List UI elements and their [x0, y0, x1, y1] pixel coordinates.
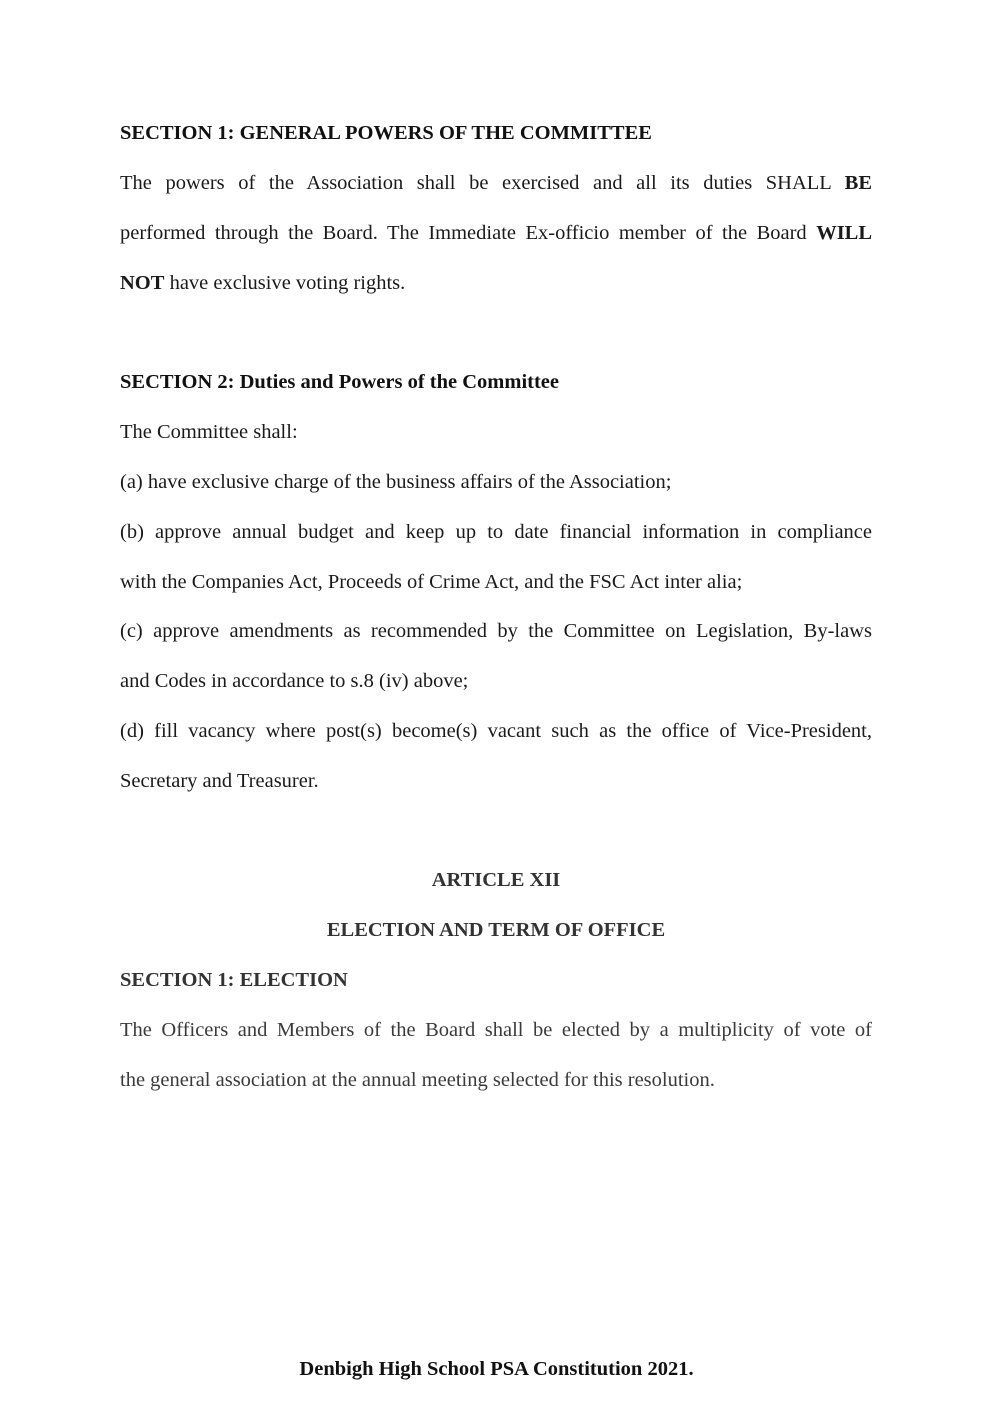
- section-2-item-c-line-1: (c) approve amendments as recommended by the Committee on Legislation, By-laws: [120, 620, 872, 642]
- section-2-heading: SECTION 2: Duties and Powers of the Committee: [120, 371, 559, 393]
- section-2-item-b-line-1: (b) approve annual budget and keep up to date financial information in compliance: [120, 521, 872, 543]
- section-1-line-3-bold: NOT: [120, 272, 165, 294]
- section-2-item-d-line-2: Secretary and Treasurer.: [120, 770, 319, 792]
- article-section-1-heading: SECTION 1: ELECTION: [120, 969, 348, 991]
- section-2-item-a: (a) have exclusive charge of the business affairs of the Association;: [120, 471, 672, 493]
- section-2-intro: The Committee shall:: [120, 421, 298, 443]
- section-1-line-2-bold: WILL: [816, 222, 873, 244]
- article-number: ARTICLE XII: [431, 869, 561, 891]
- section-1-line-1-text: The powers of the Association shall be exercised and all its duties SHALL: [120, 172, 832, 194]
- article-section-1-line-2: the general association at the annual meeting selected for this resolution.: [120, 1069, 715, 1091]
- section-1-line-1-bold: BE: [844, 172, 873, 194]
- section-1-heading: SECTION 1: GENERAL POWERS OF THE COMMITTEE: [120, 122, 652, 144]
- section-1-paragraph-line-1: [120, 171, 872, 195]
- page-footer: Denbigh High School PSA Constitution 2021.: [299, 1358, 694, 1380]
- article-title: ELECTION AND TERM OF OFFICE: [326, 919, 666, 941]
- section-1-paragraph-line-2: [120, 221, 872, 245]
- section-2-item-b-line-2: with the Companies Act, Proceeds of Crime Act, and the FSC Act inter alia;: [120, 571, 743, 593]
- section-2-item-d-line-1: (d) fill vacancy where post(s) become(s) vacant such as the office of Vice-President,: [120, 720, 872, 742]
- section-1-line-2-text: performed through the Board. The Immediate Ex-officio member of the Board: [120, 222, 807, 244]
- section-1-line-3-text: have exclusive voting rights.: [169, 272, 406, 294]
- section-2-item-c-line-2: and Codes in accordance to s.8 (iv) above;: [120, 670, 469, 692]
- section-1-paragraph-line-3: [120, 271, 872, 295]
- article-section-1-line-1: The Officers and Members of the Board shall be elected by a multiplicity of vote of: [120, 1019, 872, 1041]
